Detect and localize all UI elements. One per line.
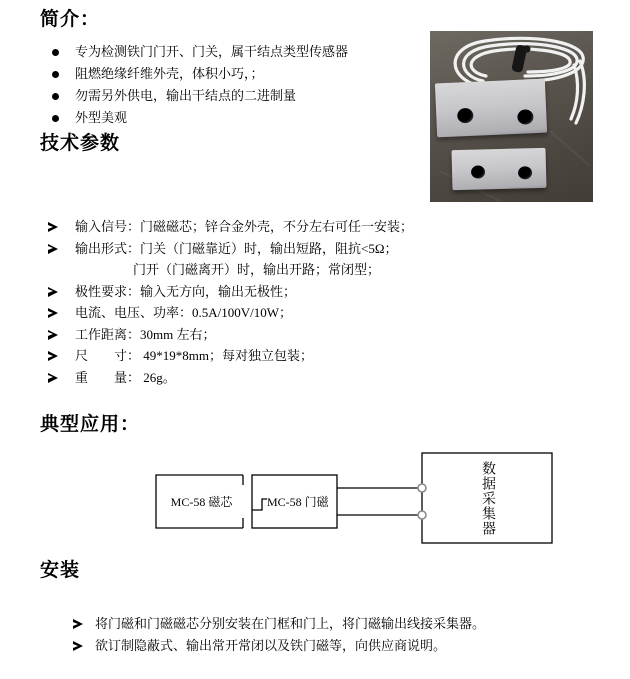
arrow-bullet-icon — [48, 308, 58, 318]
tech-item-text: 极性要求：输入无方向，输出无极性； — [75, 283, 297, 299]
sensor-body-bottom — [451, 148, 546, 190]
core-box-label: MC-58 磁芯 — [170, 495, 233, 509]
tech-item — [48, 238, 413, 260]
tech-item — [48, 216, 413, 238]
tech-params-heading: 技术参数 — [40, 133, 121, 154]
sensor-box-label: MC-58 门磁 — [267, 495, 329, 509]
bullet-dot-icon — [52, 115, 59, 122]
reed-switch-symbol — [252, 499, 267, 510]
bullet-text: 专为检测铁门门开、门关，属干结点类型传感器 — [75, 44, 349, 59]
bullet-text: 阻燃绝缘纤维外壳，体积小巧，； — [75, 66, 264, 81]
tech-item-text: 电流、电压、功率：0.5A/100V/10W； — [75, 305, 293, 320]
bullet-dot-icon — [52, 93, 59, 100]
screw-hole-icon — [517, 109, 534, 125]
tech-item — [48, 281, 413, 303]
tech-item-continuation — [48, 259, 413, 281]
intro-heading: 简介： — [40, 9, 101, 30]
arrow-bullet-icon — [73, 641, 83, 651]
arrow-bullet-icon — [48, 222, 58, 232]
tech-item — [48, 367, 413, 389]
bullet-dot-icon — [52, 71, 59, 78]
intro-bullet-item — [48, 107, 348, 129]
screw-hole-icon — [518, 166, 532, 179]
arrow-bullet-icon — [48, 373, 58, 383]
arrow-bullet-icon — [48, 244, 58, 254]
bullet-text: 勿需另外供电，输出干结点的二进制量 — [75, 88, 297, 103]
collector-box-label: 数据采集器 — [480, 460, 495, 536]
product-photo — [430, 31, 593, 202]
arrow-bullet-icon — [48, 330, 58, 340]
bullet-text: 外型美观 — [75, 110, 128, 125]
tech-params-list — [48, 216, 413, 388]
intro-bullet-item — [48, 63, 348, 85]
install-item — [73, 635, 485, 657]
install-heading: 安装 — [40, 560, 81, 581]
tech-item-text: 输出形式：门关（门磁靠近）时，输出短路，阻抗<5Ω； — [75, 240, 398, 256]
application-diagram — [0, 448, 630, 553]
tech-item — [48, 324, 413, 346]
background-scratch — [550, 131, 590, 166]
arrow-bullet-icon — [48, 351, 58, 361]
install-bullet-list — [73, 613, 485, 657]
install-item-text: 欲订制隐蔽式、输出常开常闭以及铁门磁等，向供应商说明。 — [95, 638, 447, 653]
tech-item-text: 门开（门磁离开）时，输出开路；常闭型； — [133, 262, 381, 277]
arrow-bullet-icon — [73, 619, 83, 629]
application-heading: 典型应用： — [40, 414, 141, 435]
intro-bullet-item — [48, 41, 348, 63]
arrow-bullet-icon — [48, 287, 58, 297]
tech-item — [48, 345, 413, 367]
tech-item-text: 尺 寸： 49*19*8mm；每对独立包装； — [75, 348, 313, 363]
tech-item-text: 工作距离：30mm 左右； — [75, 326, 216, 342]
screw-hole-icon — [471, 165, 485, 178]
screw-hole-icon — [457, 108, 474, 124]
tech-item-text: 输入信号：门磁磁芯；锌合金外壳，不分左右可任一安装； — [75, 219, 414, 234]
install-item — [73, 613, 485, 635]
sensor-body-top — [435, 79, 547, 138]
tech-item — [48, 302, 413, 324]
bullet-dot-icon — [52, 49, 59, 56]
install-item-text: 将门磁和门磁磁芯分别安装在门框和门上，将门磁输出线接采集器。 — [95, 616, 486, 631]
intro-bullet-item — [48, 85, 348, 107]
tech-item-text: 重 量： 26g。 — [75, 369, 176, 385]
intro-bullet-list — [48, 41, 348, 129]
